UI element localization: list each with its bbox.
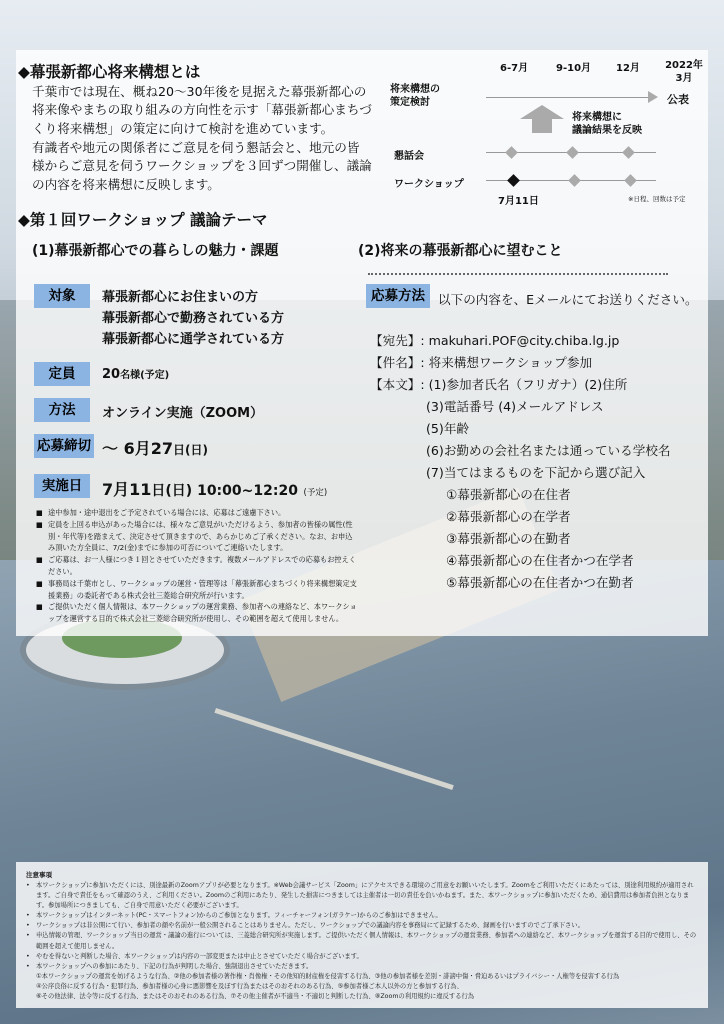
council-milestone [622,146,635,159]
apply-choice: ③幕張新都心の在勤者 [446,531,571,546]
date-day: 7月11 [102,480,152,499]
apply-subject-line: 【件名】: 将来構想ワークショップ参加 [370,355,593,370]
date-note: (予定) [303,488,328,498]
bullet-icon: ■ [36,602,43,612]
apply-choice: ②幕張新都心の在学者 [446,509,571,524]
footer-note-item: • 本ワークショップへの参加にあたり、下記の行為が判明した場合、強制退出させていただきます。 [26,962,698,972]
bullet-icon: • [26,932,30,940]
timeline-row-workshop-label: ワークショップ [394,179,464,190]
section1-paragraph2: 有識者や地元の関係者にご意見を伺う懇話会と、地元の皆様からご意見を伺うワークショップを３回ずつ開催し、議論の内容を将来構想に反映します。 [32,140,372,192]
apply-to-line[interactable]: 【宛先】: makuhari.POF@city.chiba.lg.jp [370,333,620,348]
note-item: ■ 事務局は千葉市とし、ワークショップの運営・管理等は「幕張新都心まちづくり将来構想策定支援業務」の委託者である株式会社三菱総合研究所が行います。 [36,578,357,600]
deadline-tag: 応募締切 [34,434,94,458]
section1-paragraph1: 千葉市では現在、概ね20～30年後を見据えた幕張新都心の将来像やまちの取り組みの方向性を示す「幕張新都心まちづくり将来構想」の策定に向けて検討を進めています。 [32,84,372,136]
apply-body-item: (3)電話番号 (4)メールアドレス [426,399,604,414]
section2-title: ◆第１回ワークショップ 議論テーマ [18,211,268,229]
footer-note-subitem: ④公序良俗に反する行為・犯罪行為、参加者様の心身に悪影響を及ぼす行為またはそのおそれのある行為、⑤参加者様ご本人以外の方と参加する行為、 [36,982,463,990]
timeline-row-council-label: 懇話会 [394,151,424,162]
council-milestone [566,146,579,159]
apply-choice: ⑤幕張新都心の在住者かつ在勤者 [446,575,634,590]
bullet-icon: ■ [36,578,43,588]
theme1-heading: (1)幕張新都心での暮らしの魅力・課題 [32,243,279,259]
timeline-plan-line [486,97,650,98]
schedule-timeline [380,55,710,205]
note-item: ■ 途中参加・途中退出をご予定されている場合には、応募はご遠慮下さい。 [36,508,286,517]
timeline-month-2: 9-10月 [556,63,592,74]
bullet-icon: • [26,922,30,930]
bullet-icon: • [26,912,30,920]
deadline-day: 日(日) [172,443,208,457]
footer-note-item: • 申込情報の管理、ワークショップ当日の運営・議論の進行については、三菱総合研究所が実施します。ご提供いただく個人情報は、本ワークショップの運営業務、参加者への連絡など、本ワークショップを運営する目的で使用し、その範囲を超えて使用しません。 [26,931,698,951]
timeline-month-4: 2022年 3月 [665,60,703,84]
apply-body-item: (5)年齢 [426,421,470,436]
method-tag: 方法 [34,398,90,422]
timeline-row-plan-label: 将来構想の 策定検討 [390,84,440,108]
apply-intro: 以下の内容を、Eメールにてお送りください。 [438,292,698,307]
footer-note-subitem: ①本ワークショップの運営を妨げるような行為、②他の参加者様の著作権・肖像権・その他知的財産権を侵害する行為、③他の参加者様を差別・誹謗中傷・脅迫あるいはプライバシー・人権等を侵害する行為 [36,972,620,980]
target-list [102,287,284,350]
arrow-right-icon [648,91,658,103]
footer-note-subitem: ⑥その他法律、法令等に反する行為、またはそのおそれのある行為、⑦その他主催者が不適当・不適切と判断した行為、⑧Zoomの利用規約に違反する行為 [36,993,475,1001]
workshop-milestone [624,174,637,187]
dotted-divider [368,273,668,275]
bullet-icon: • [26,882,30,889]
footer-note-item: • ワークショップは非公開にて行い、参加者の顔や名前が一般公開されることはありません。ただし、ワークショップでの議論内容を事務局にて記録するため、録画を行いますのでご了承下さい。 [26,921,698,931]
timeline-month-3: 12月 [616,63,640,74]
council-milestone [505,146,518,159]
capacity-number: 20 [102,367,121,382]
date-time: 日(日) 10:00~12:20 [151,483,298,499]
timeline-release-label: 公表 [667,93,689,106]
arrow-up-icon-stem [532,119,552,133]
bullet-icon: ■ [36,519,43,529]
timeline-month-1: 6-7月 [500,63,529,74]
workshop-milestone [568,174,581,187]
method-value: オンライン実施（ZOOM） [102,406,264,421]
note-item: ■ ご応募は、お一人様につき１回とさせていただきます。複数メールアドレスでの応募もお控えください。 [36,555,356,576]
date-value [102,477,327,500]
target-tag: 対象 [34,284,90,308]
target-line: 幕張新都心に通学されている方 [102,332,285,347]
capacity-value [102,366,169,382]
bullet-icon: • [26,962,30,970]
footer-notes-panel [16,862,708,1008]
timeline-reflect-note: 将来構想に 議論結果を反映 [572,112,642,136]
target-line: 幕張新都心にお住まいの方 [102,290,259,305]
section1-title: ◆幕張新都心将来構想とは [18,63,201,81]
timeline-footnote: ※日程、回数は予定 [628,195,686,203]
target-line: 幕張新都心で勤務されている方 [102,311,285,326]
notes-list [36,507,358,625]
date-tag: 実施日 [34,474,90,498]
note-item: ■ ご提供いただく個人情報は、本ワークショップの運営業務、参加者への連絡など、本ワークショップを運営する目的で株式会社三菱総合研究所が使用し、その範囲を超えて使用しません。 [36,602,357,624]
apply-choice: ④幕張新都心の在住者かつ在学者 [446,553,634,568]
footer-notes-list [26,881,698,1002]
apply-body-head: 【本文】: (1)参加者氏名（フリガナ）(2)住所 [370,377,628,392]
footer-note-item: • やむを得ないと判断した場合、本ワークショップは内容の一部変更または中止とさせていただく場合がございます。 [26,952,698,962]
theme2-heading: (2)将来の幕張新都心に望むこと [358,243,563,259]
apply-choice: ①幕張新都心の在住者 [446,487,571,502]
bullet-icon: ■ [36,508,43,517]
bullet-icon: • [26,952,30,960]
workshop-milestone-active [507,174,520,187]
apply-body-item: (6)お勤めの会社名または通っている学校名 [426,443,671,458]
apply-body-item: (7)当てはまるものを下記から選び記入 [426,465,646,480]
footer-note-item: • 本ワークショップに参加いただくには、別途最新のZoomアプリが必要となります。※Web会議サービス「Zoom」にアクセスできる環境のご用意をお願いいたします。Zoomをご利用いただくにあたっては、別途利用規約が適用されます。ご自身で責任をもって確認のうえ、ご利用ください。Zoomのご利用にあたり、発生した損害につきましては主催者は一切の責任を負いかねます。また、本ワークショップに参加いただくため、通信費用は参加者負担となります。参加場所につきましても、ご自身で用意いただく必要がございます。 [26,881,698,911]
bullet-icon: ■ [36,555,43,565]
note-item: ■ 定員を上回る申込があった場合には、様々なご意見がいただけるよう、参加者の皆様の属性(性別・年代等)を踏まえて、決定させて頂きますので、あらかじめご了承ください。なお、お申込み頂いた方全員に、7/2(金)までに参加の可否についてご連絡いたします。 [36,519,353,553]
apply-tag: 応募方法 [366,284,430,308]
footer-title: 注意事項 [26,871,52,879]
capacity-tag: 定員 [34,362,90,386]
deadline-value [102,436,208,459]
timeline-active-date: 7月11日 [498,196,539,207]
footer-note-item: • 本ワークショップはインターネット(PC・スマートフォン)からのご参加となります。フィーチャーフォン(ガラケー)からのご参加はできません。 [26,911,698,921]
deadline-date: ～ 6月27 [102,439,173,458]
capacity-unit: 名様(予定) [120,370,170,381]
arrow-up-icon [520,105,564,119]
